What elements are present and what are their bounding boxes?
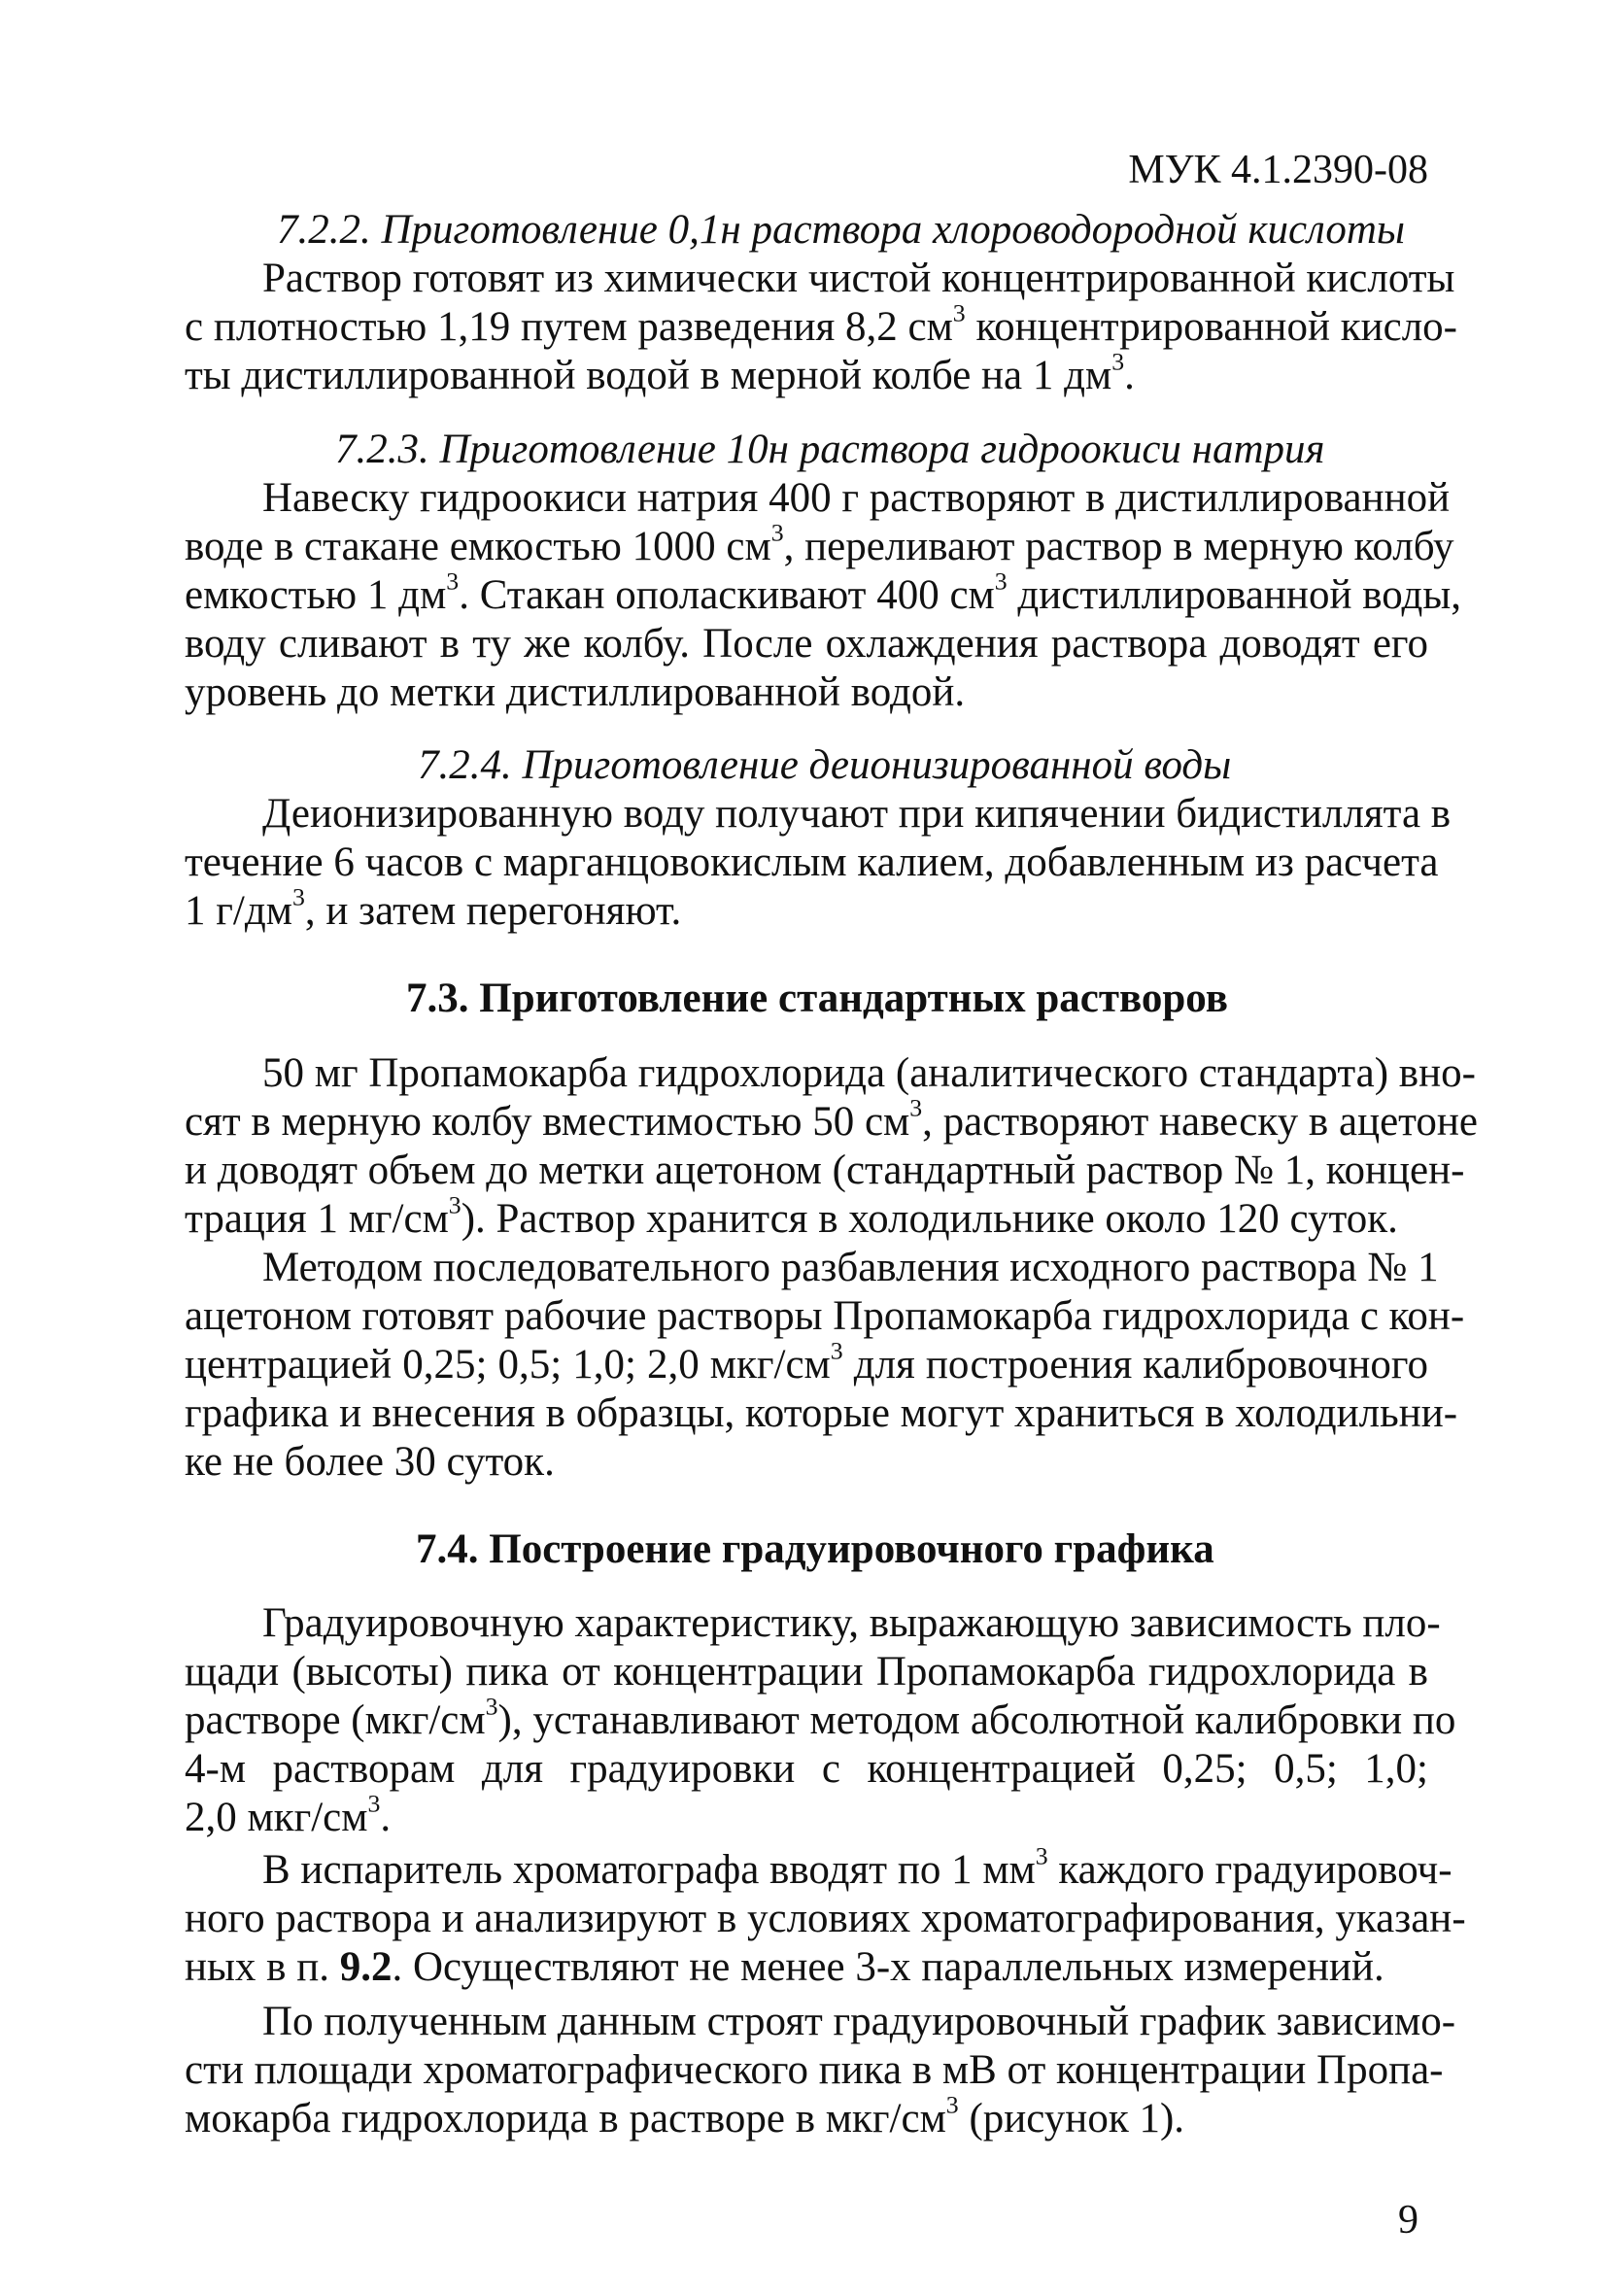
section-7-4-p1-line-5: 2,0 мкг/$см^3$.: [185, 1789, 392, 1840]
section-7-4-p1-line-4: 4-м растворам для градуировки с концентрацией 0,25; 0,5; 1,0;: [185, 1746, 1428, 1792]
section-7-3-p2-line-1: Методом последовательного разбавления исходного раствора № 1: [262, 1245, 1439, 1290]
section-7-3-p2-line-4: графика и внесения в образцы, которые могут храниться в холодильни-: [185, 1390, 1458, 1436]
section-7-4-p2-line-2: ного раствора и анализируют в условиях хроматографирования, указан-: [185, 1896, 1466, 1941]
section-7-2-3-title: 7.2.3. Приготовление 10н раствора гидроокиси натрия: [335, 427, 1325, 472]
section-7-2-2-line-2: с плотностью 1,19 путем разведения 8,2 $см^3$ концентрированной кисло-: [185, 298, 1457, 350]
section-7-4-p3-line-2: сти площади хроматографического пика в мВ от концентрации Пропа-: [185, 2047, 1444, 2093]
section-7-4-p3-line-1: По полученным данным строят градуировочный график зависимо-: [262, 1999, 1456, 2044]
section-7-3-p1-line-1: 50 мг Пропамокарба гидрохлорида (аналитического стандарта) вно-: [262, 1050, 1476, 1096]
section-7-2-2-title: 7.2.2. Приготовление 0,1н раствора хлороводородной кислоты: [277, 207, 1405, 253]
section-7-2-2-line-3: ты дистиллированной водой в мерной колбе на 1 $дм^3$.: [185, 347, 1135, 398]
section-7-2-4-line-2: течение 6 часов с марганцовокислым калием, добавленным из расчета: [185, 840, 1439, 885]
section-7-2-3-line-5: уровень до метки дистиллированной водой.: [185, 669, 966, 715]
section-7-4-title: 7.4. Построение градуировочного графика: [416, 1526, 1214, 1572]
document-page: [185, 0, 1478, 2296]
section-7-3-p2-line-3: центрацией 0,25; 0,5; 1,0; 2,0 мкг/$см^3$ для построения калибровочного: [185, 1336, 1428, 1388]
section-7-2-4-line-3: 1 $г/дм^3$, и затем перегоняют.: [185, 882, 682, 934]
document-code: МУК 4.1.2390-08: [1128, 148, 1428, 192]
section-7-4-p1-line-1: Градуировочную характеристику, выражающую зависимость пло-: [262, 1600, 1441, 1646]
section-7-2-2-line-1: Раствор готовят из химически чистой концентрированной кислоты: [262, 256, 1455, 301]
section-7-4-p2-line-3: ных в п. 9.2. Осуществляют не менее 3-х параллельных измерений.: [185, 1944, 1384, 1990]
section-7-2-4-title: 7.2.4. Приготовление деионизированной воды: [418, 742, 1232, 788]
section-7-2-3-line-4: воду сливают в ту же колбу. После охлаждения раствора доводят его: [185, 621, 1428, 667]
section-7-2-4-line-1: Деионизированную воду получают при кипячении бидистиллята в: [262, 791, 1452, 837]
section-7-3-title: 7.3. Приготовление стандартных растворов: [406, 976, 1228, 1021]
section-7-2-3-line-2: воде в стакане емкостью 1000 $см^3$, переливают раствор в мерную колбу: [185, 518, 1454, 569]
section-7-3-p1-line-4: трация 1 $мг/см^3$). Раствор хранится в холодильнике около 120 суток.: [185, 1190, 1398, 1242]
section-reference: 9.2: [339, 1944, 393, 1990]
section-7-3-p2-line-5: ке не более 30 суток.: [185, 1439, 555, 1485]
section-7-4-p3-line-3: мокарба гидрохлорида в растворе в мкг/$см^3$ (рисунок 1).: [185, 2090, 1185, 2142]
section-7-3-p1-line-3: и доводят объем до метки ацетоном (стандартный раствор № 1, концен-: [185, 1148, 1465, 1193]
section-7-3-p1-line-2: сят в мерную колбу вместимостью 50 $см^3$, растворяют навеску в ацетоне: [185, 1093, 1478, 1145]
section-7-4-p2-line-1: В испаритель хроматографа вводят по 1 $мм^3$ каждого градуировоч-: [262, 1841, 1452, 1893]
section-7-2-3-line-3: емкостью 1 $дм^3$. Стакан ополаскивают 400 $см^3$ дистиллированной воды,: [185, 566, 1461, 618]
section-7-4-p1-line-3: растворе $(мкг/см^3)$, устанавливают методом абсолютной калибровки по: [185, 1692, 1456, 1743]
section-7-2-3-line-1: Навеску гидроокиси натрия 400 г растворяют в дистиллированной: [262, 475, 1451, 521]
section-7-4-p1-line-2: щади (высоты) пика от концентрации Пропамокарба гидрохлорида в: [185, 1649, 1428, 1695]
page-number: 9: [1398, 2198, 1418, 2243]
section-7-3-p2-line-2: ацетоном готовят рабочие растворы Пропамокарба гидрохлорида с кон-: [185, 1293, 1465, 1339]
